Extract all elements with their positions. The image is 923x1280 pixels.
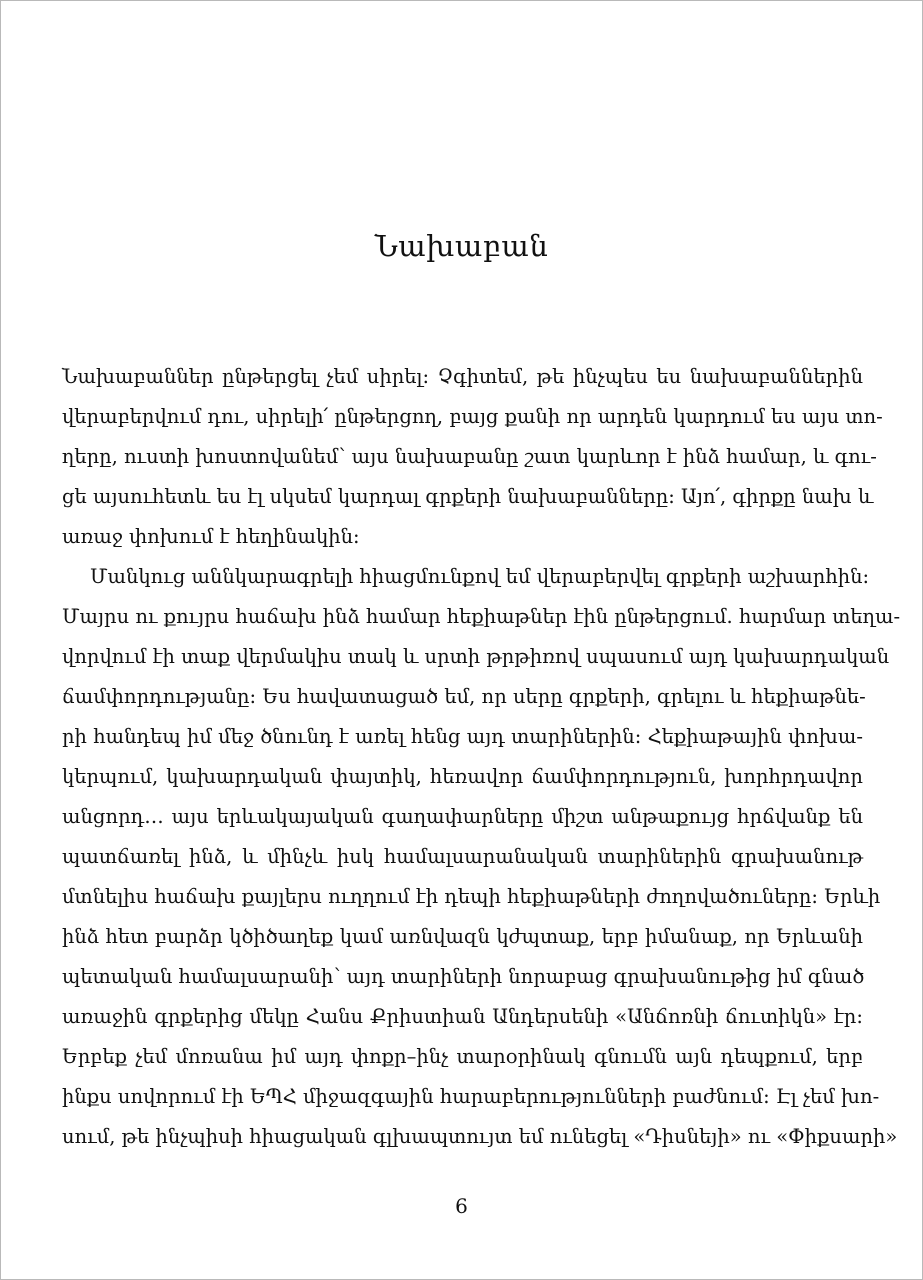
- text-line: Մայրս ու քույրս հաճախ ինձ համար հեքիաթներ էին ընթերցում. հարմար տեղա-: [62, 605, 901, 628]
- text-line: մտնելիս հաճախ քայլերս ուղղում էի դեպի հեքիաթների ժողովածուները։ Երևի: [62, 885, 881, 908]
- text-line: ինձ հետ բարձր կծիծաղեք կամ առնվազն կժպտաք, երբ իմանաք, որ Երևանի: [62, 925, 863, 948]
- text-line: վերաբերվում դու, սիրելի՛ ընթերցող, բայց քանի որ արդեն կարդում ես այս տո-: [62, 405, 883, 428]
- text-line: անցորդ… այս երևակայական գաղափարները միշտ անթաքույց հրճվանք են: [62, 805, 863, 828]
- text-line: սում, թե ինչպիսի հիացական գլխապտույտ եմ ունեցել «Դիսնեյի» ու «Փիքսարի»: [62, 1125, 898, 1148]
- page-number: 6: [455, 1194, 468, 1218]
- text-line: առաջին գրքերից մեկը Հանս Քրիստիան Անդերսենի «Անճոռնի ճուտիկն» էր։: [62, 1005, 863, 1028]
- paragraph: [62, 357, 883, 557]
- body-text: [62, 357, 901, 1157]
- text-line: առաջ փոխում է հեղինակին։: [62, 525, 360, 548]
- text-line: Երբեք չեմ մոռանա իմ այդ փոքր–ինչ տարօրինակ գնումն այն դեպքում, երբ: [62, 1045, 863, 1068]
- text-line: Նախաբաններ ընթերցել չեմ սիրել։ Չգիտեմ, թե ինչպես ես նախաբաններին: [62, 365, 863, 388]
- page-title: Նախաբան: [374, 229, 549, 263]
- text-line: ղերը, ուստի խոստովանեմ՝ այս նախաբանը շատ կարևոր է ինձ համար, և գու-: [62, 445, 877, 468]
- text-line: վորվում էի տաք վերմակիս տակ և սրտի թրթիռով սպասում այդ կախարդական: [62, 645, 890, 668]
- text-line: պատճառել ինձ, և մինչև իսկ համալսարանական տարիներին գրախանութ: [62, 845, 863, 868]
- text-line: ճամփորդությանը։ Ես հավատացած եմ, որ սերը գրքերի, գրելու և հեքիաթնե-: [62, 685, 866, 708]
- text-line: ինքս սովորում էի ԵՊՀ միջազգային հարաբերությունների բաժնում։ Էլ չեմ խո-: [62, 1085, 880, 1108]
- text-line: րի հանդեպ իմ մեջ ծնունդ է առել հենց այդ տարիներին։ Հեքիաթային փոխա-: [62, 725, 863, 748]
- text-line: պետական համալսարանի՝ այդ տարիների նորաբաց գրախանութից իմ գնած: [62, 965, 865, 988]
- text-line: Մանկուց աննկարագրելի հիացմունքով եմ վերաբերվել գրքերի աշխարհին։: [90, 565, 870, 588]
- text-line: ցե այսուհետև ես էլ սկսեմ կարդալ գրքերի նախաբանները։ Այո՛, գիրքը նախ և: [62, 485, 874, 508]
- text-line: կերպում, կախարդական փայտիկ, հեռավոր ճամփորդություն, խորհրդավոր: [62, 765, 863, 788]
- paragraph: [62, 557, 901, 1157]
